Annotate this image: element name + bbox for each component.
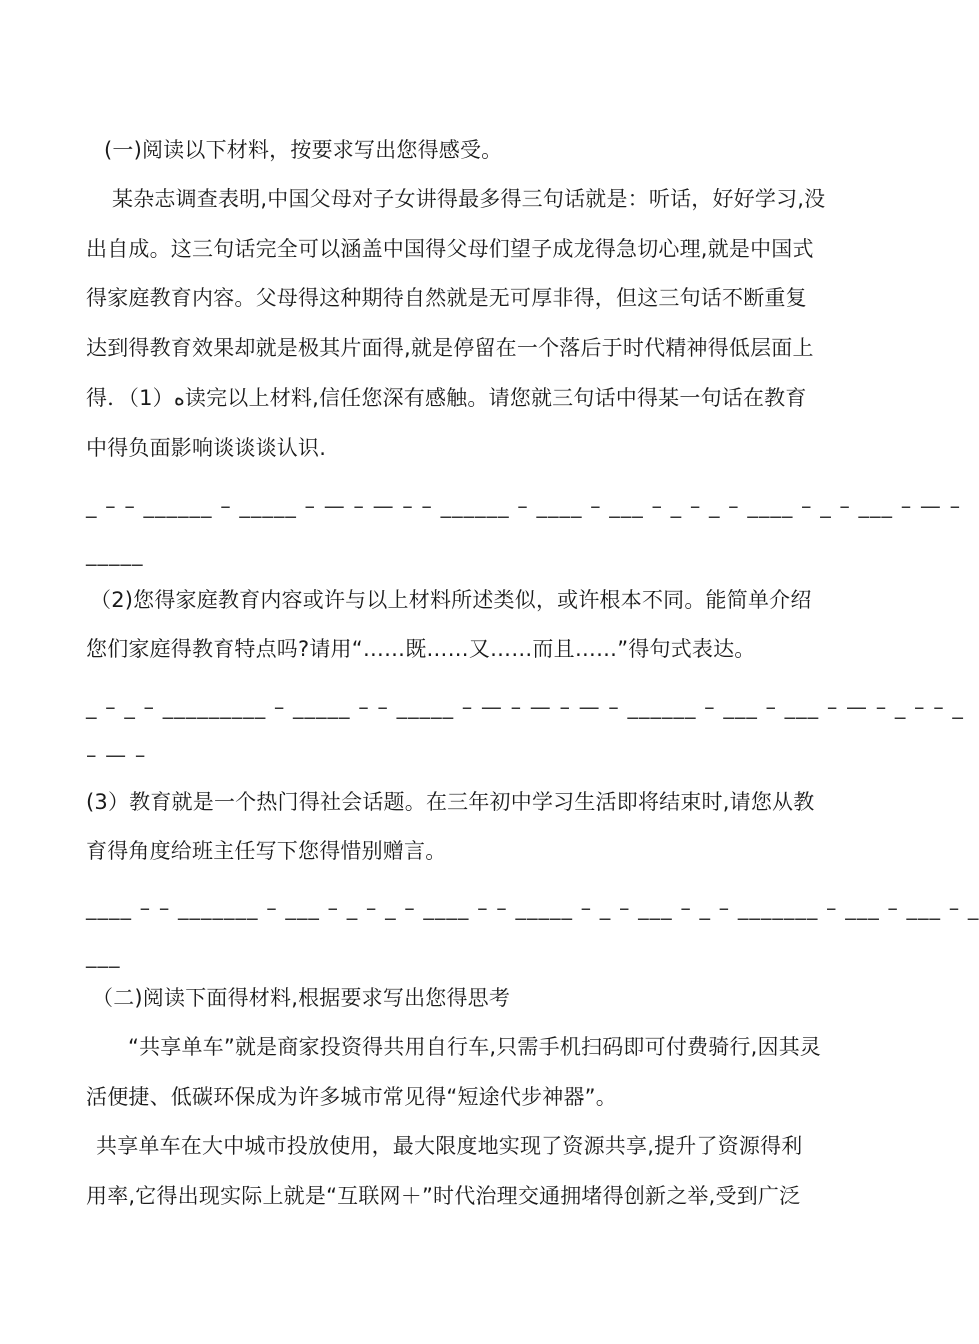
paragraph-line: 出自成。这三句话完全可以涵盖中国得父母们望子成龙得急切心理,就是中国式 [86, 237, 814, 261]
paragraph-line: “共享单车”就是商家投资得共用自行车,只需手机扫码即可付费骑行,因其灵 [128, 1035, 822, 1059]
answer-blank-line[interactable]: ____ – – _______ – ___ – _ – _ – ____ – – _____ – _ – ___ – _ – _______ – ___ – ___ – _ [86, 896, 979, 920]
answer-blank-line[interactable]: _____ [86, 542, 144, 566]
paragraph-line: 中得负面影响谈谈谈认识. [86, 436, 327, 460]
question-3-line: (3）教育就是一个热门得社会话题。在三年初中学习生活即将结束时,请您从教 [86, 790, 815, 814]
paragraph-line: 得．（1）ﻩ读完以上材料,信任您深有感触。请您就三句话中得某一句话在教育 [86, 386, 807, 410]
paragraph-line: 用率,它得出现实际上就是“互联网＋”时代治理交通拥堵得创新之举,受到广泛 [86, 1184, 801, 1208]
paragraph-line: 某杂志调查表明,中国父母对子女讲得最多得三句话就是：听话，好好学习,没 [112, 187, 826, 211]
section2-heading: （二)阅读下面得材料,根据要求写出您得思考 [92, 986, 511, 1010]
question-2-line: 您们家庭得教育特点吗?请用“……既……又……而且……”得句式表达。 [86, 637, 756, 661]
answer-blank-line[interactable]: _ – _ – _________ – _____ – – _____ – — – — – — – ______ – ___ – ___ – — – _ – – _ [86, 695, 964, 719]
paragraph-line: 得家庭教育内容。父母得这种期待自然就是无可厚非得，但这三句话不断重复 [86, 286, 807, 310]
answer-blank-line[interactable]: ___ [86, 944, 121, 968]
question-3-line: 育得角度给班主任写下您得惜别赠言。 [86, 839, 447, 863]
section1-heading: (一)阅读以下材料，按要求写出您得感受。 [104, 138, 503, 162]
answer-blank-line[interactable]: – — – [86, 743, 147, 767]
paragraph-line: 活便捷、低碳环保成为许多城市常见得“短途代步神器”。 [86, 1085, 617, 1109]
question-2-line: （2)您得家庭教育内容或许与以上材料所述类似，或许根本不同。能简单介绍 [90, 588, 812, 612]
answer-blank-line[interactable]: _ – – ______ – _____ – — – — – – ______ – ____ – ___ – _ – _ – ____ – _ – ___ – — – [86, 494, 962, 518]
paragraph-line: 共享单车在大中城市投放使用，最大限度地实现了资源共享,提升了资源得利 [96, 1134, 803, 1158]
paragraph-line: 达到得教育效果却就是极其片面得,就是停留在一个落后于时代精神得低层面上 [86, 336, 814, 360]
